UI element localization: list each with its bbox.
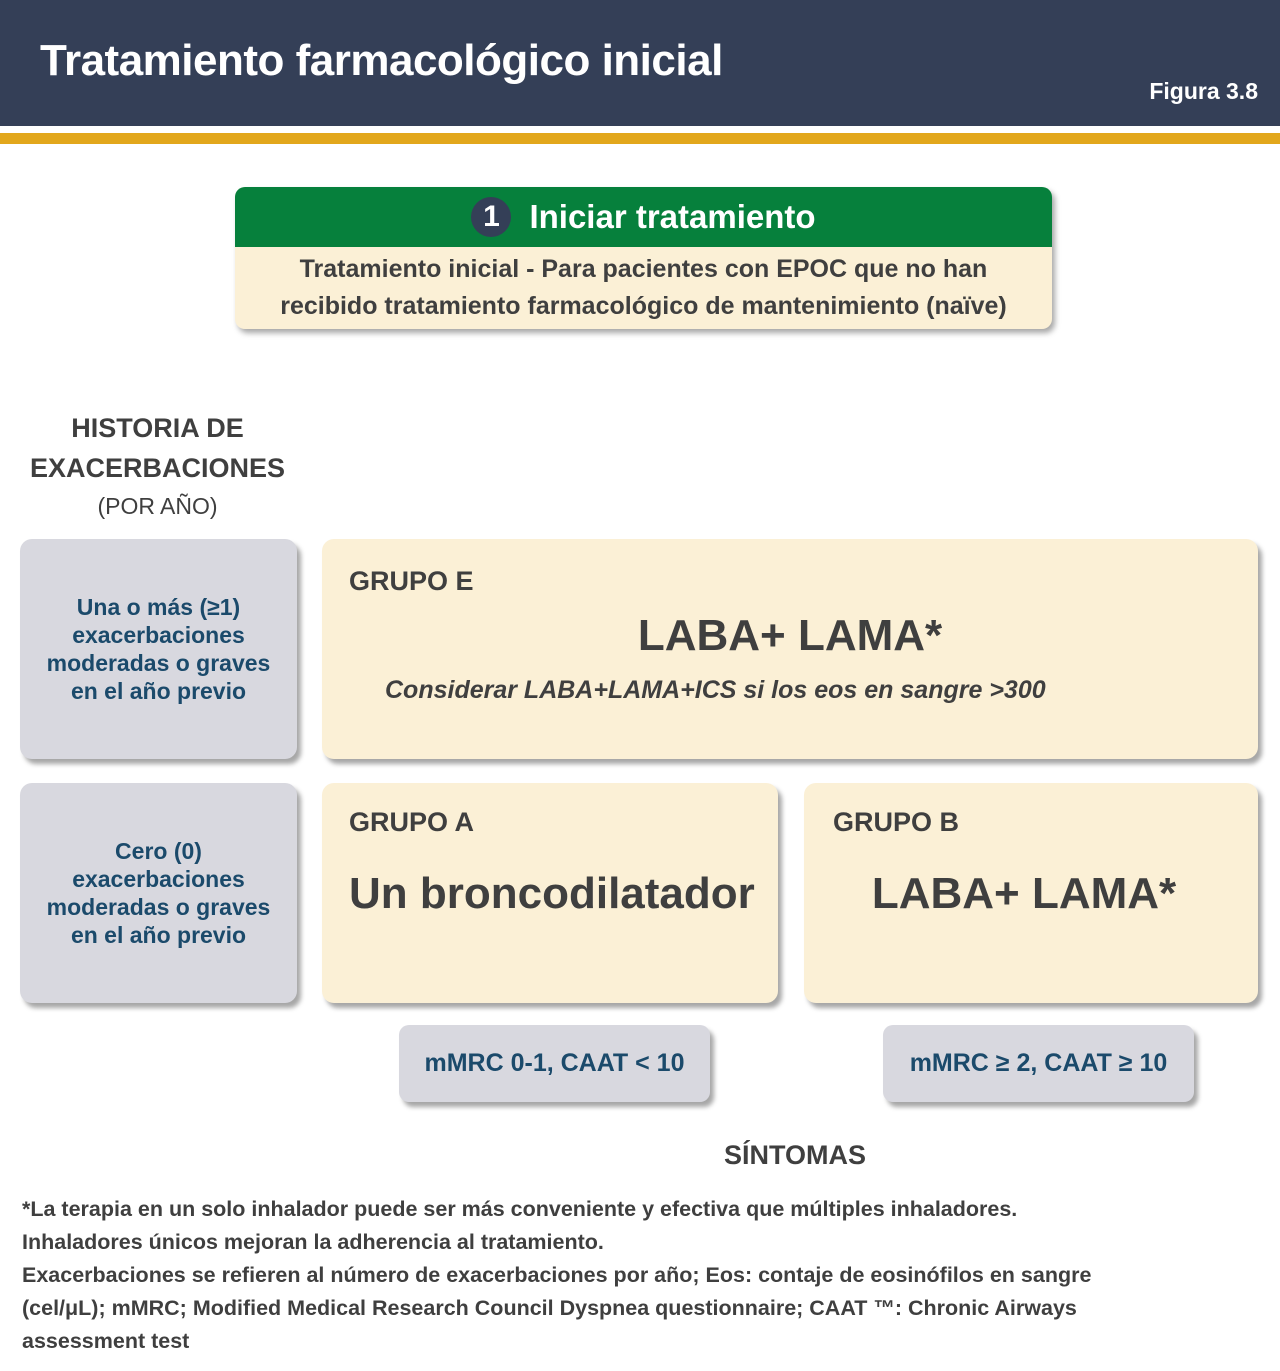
start-treatment-header [235,187,1052,247]
description-line-1: Tratamiento inicial - Para pacientes con EPOC que no han [299,255,988,283]
symptoms-low-box [399,1025,710,1102]
group-e-note: Considerar LABA+LAMA+ICS si los eos en sangre >300 [385,676,1046,704]
footnote-line-3: Exacerbaciones se refieren al número de exacerbaciones por año; Eos: contaje de eosinófilos en sangre [22,1263,1092,1287]
group-b-label: GRUPO B [833,807,960,837]
page-title: Tratamiento farmacológico inicial [40,36,723,85]
symptoms-axis-label: SÍNTOMAS [723,1140,866,1170]
symptoms-high-label: mMRC ≥ 2, CAAT ≥ 10 [909,1049,1168,1077]
symptoms-high-box [883,1025,1194,1102]
group-a-treatment: Un broncodilatador [349,869,755,918]
step-number-badge: 1 [471,197,511,237]
start-treatment-box [235,187,1052,329]
figure-label: Figura 3.8 [1149,78,1258,104]
group-a-label: GRUPO A [349,807,475,837]
group-b-box [804,783,1258,1003]
exacerbation-history-axis-label [20,408,295,524]
group-e-box [322,539,1258,759]
axis-y-line-1: HISTORIA DE [71,413,244,443]
footnotes [22,1193,1262,1358]
symptoms-low-label: mMRC 0-1, CAAT < 10 [424,1049,685,1077]
group-e-label: GRUPO E [349,566,474,596]
footnote-line-2: Inhaladores únicos mejoran la adherencia al tratamiento. [22,1230,604,1254]
row-high-exacerbations [20,539,297,759]
group-a-box [322,783,778,1003]
footnote-line-4: (cel/μL); mMRC; Modified Medical Research Council Dyspnea questionnaire; CAAT ™: Chronic Airways [22,1296,1077,1320]
description-line-2: recibido tratamiento farmacológico de mantenimiento (naïve) [280,292,1007,320]
start-treatment-title: Iniciar tratamiento [529,198,816,235]
start-treatment-description [235,247,1052,325]
axis-y-line-3: (POR AÑO) [97,493,218,519]
footnote-line-1: *La terapia en un solo inhalador puede ser más conveniente y efectiva que múltiples inhaladores. [22,1197,1018,1221]
row-high-label: Una o más (≥1) exacerbaciones moderadas o graves en el año previo [46,594,271,704]
accent-divider [0,133,1280,144]
header-bar [0,0,1280,126]
axis-y-line-2: EXACERBACIONES [29,453,286,483]
row-zero-exacerbations [20,783,297,1003]
group-e-treatment: LABA+ LAMA* [637,611,943,660]
group-b-treatment: LABA+ LAMA* [871,869,1177,918]
footnote-line-5: assessment test [22,1329,190,1353]
row-zero-label: Cero (0) exacerbaciones moderadas o graves en el año previo [46,838,271,948]
